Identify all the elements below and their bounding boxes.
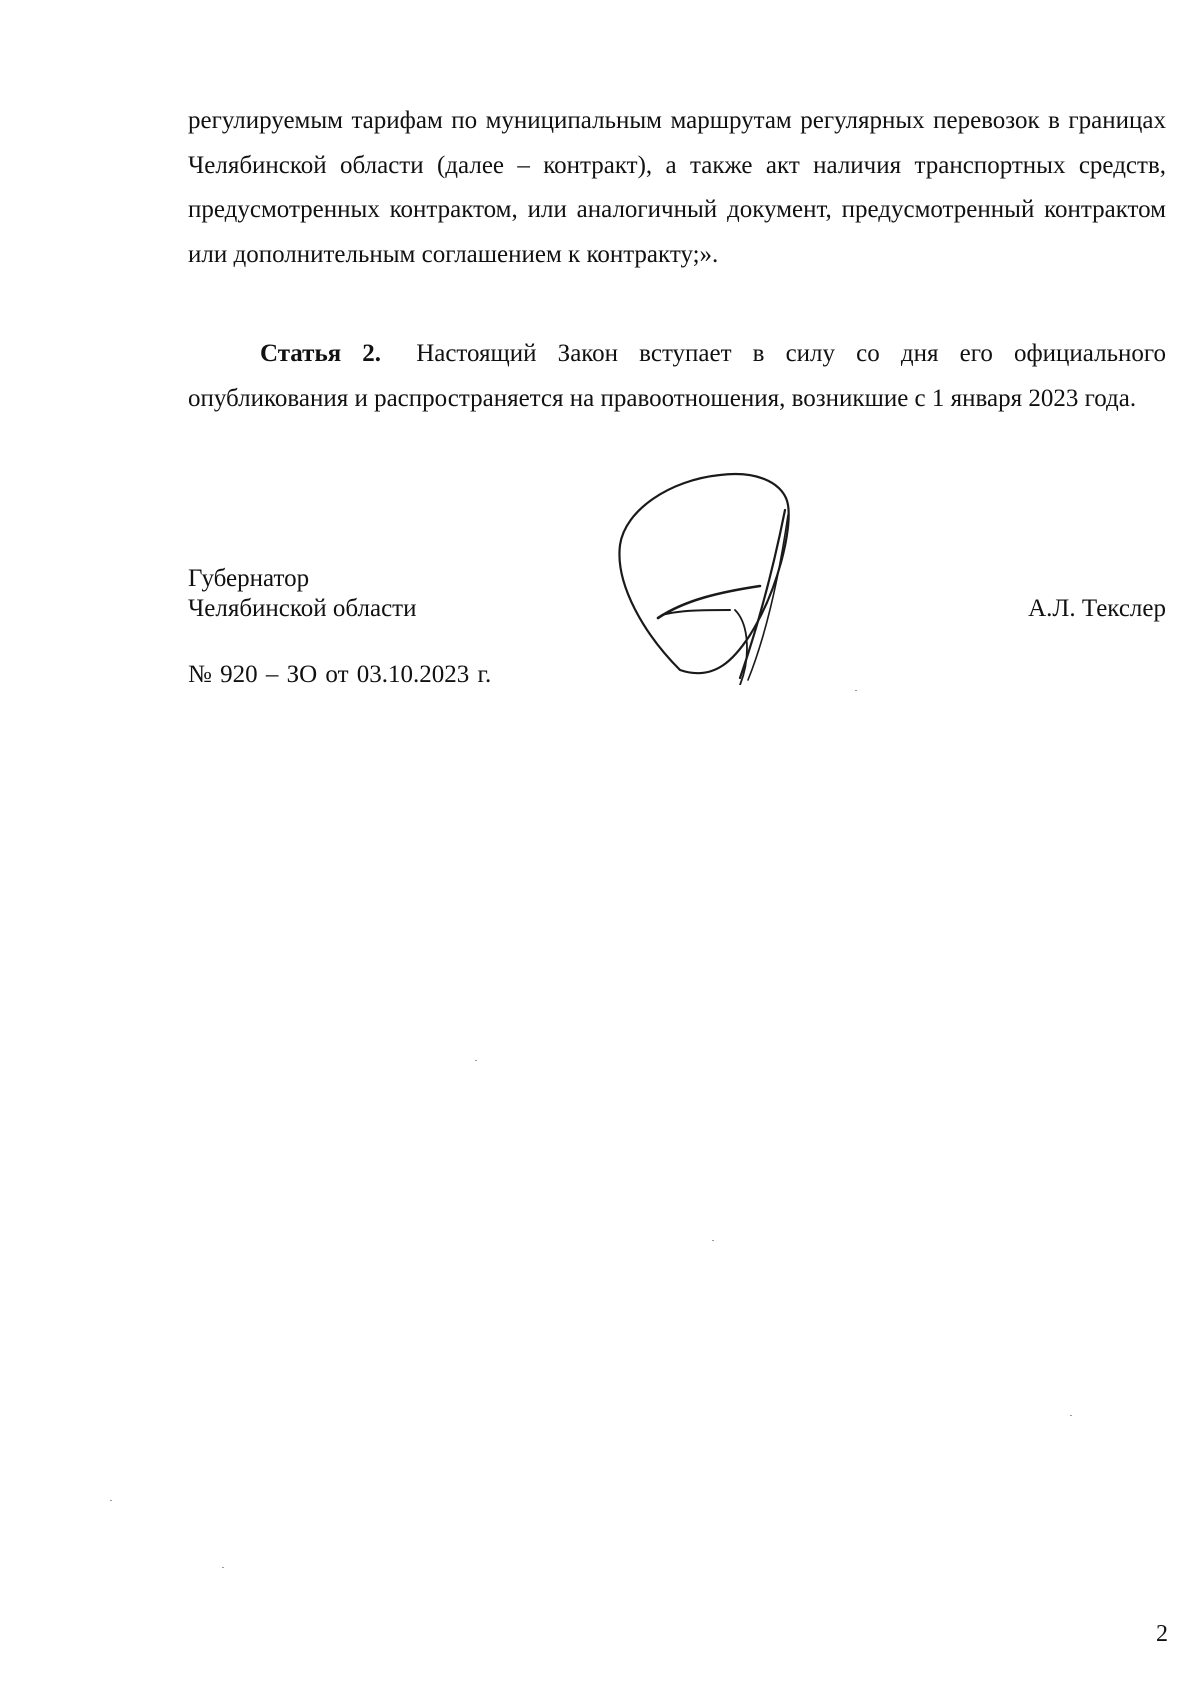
signer-name: А.Л. Текслер (1028, 595, 1166, 622)
article-label: Статья 2. (260, 340, 382, 367)
scan-speck (1070, 1415, 1072, 1416)
signer-title (188, 564, 416, 624)
article-text: Настоящий Закон вступает в силу со дня его официального опубликования и распространяется на правоотношения, возникшие с 1 января 2023 года. (188, 340, 1166, 412)
scan-speck (222, 1567, 224, 1568)
scan-speck (855, 690, 857, 691)
scan-speck (110, 1500, 112, 1501)
scan-speck (475, 1060, 477, 1061)
scan-speck (712, 1240, 714, 1241)
signer-title-line-2: Челябинской области (188, 595, 417, 622)
handwritten-signature (610, 460, 820, 685)
article-2 (188, 332, 1166, 421)
signer-title-line-1: Губернатор (188, 565, 310, 592)
page-number: 2 (1156, 1621, 1168, 1647)
paragraph-text: регулируемым тарифам по муниципальным маршрутам регулярных перевозок в границах Челябинской области (далее – контракт), а также акт наличия транспортных средств, предусмотренных контрактом, или аналогичный документ, предусмотренный контрактом или дополнительным соглашением к контракту;». (188, 107, 1166, 268)
paragraph-continuation (188, 99, 1166, 277)
law-number: № 920 – ЗО от 03.10.2023 г. (188, 661, 492, 688)
